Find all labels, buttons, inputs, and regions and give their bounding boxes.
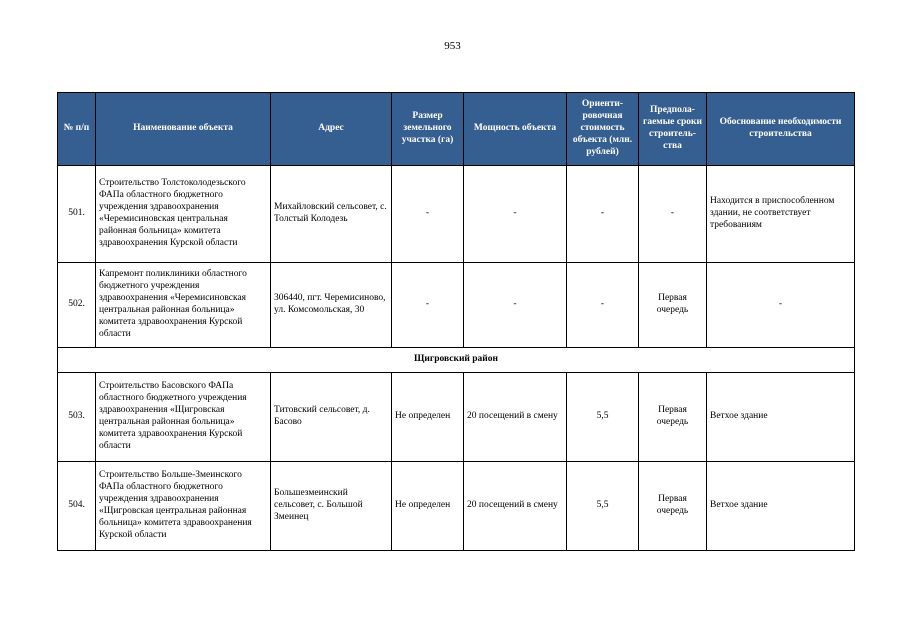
cell-name: Капремонт поликлиники областного бюджетного учреждения здравоохранения «Черемисиновская центральная районная больница» комитета здравоохранения Курской области — [96, 263, 271, 348]
cell-area: Не определен — [392, 462, 464, 551]
cell-term: Первая очередь — [639, 373, 707, 462]
header-cost: Ориенти-ровочная стоимость объекта (млн. рублей) — [567, 93, 639, 166]
cell-capacity: - — [464, 166, 567, 263]
page-number: 953 — [444, 40, 461, 52]
cell-reason: Находится в приспособленном здании, не соответствует требованиям — [707, 166, 855, 263]
cell-term: - — [639, 166, 707, 263]
cell-num: 502. — [58, 263, 96, 348]
header-name: Наименование объекта — [96, 93, 271, 166]
cell-cost: 5,5 — [567, 462, 639, 551]
cell-capacity: 20 посещений в смену — [464, 373, 567, 462]
cell-capacity: - — [464, 263, 567, 348]
cell-capacity: 20 посещений в смену — [464, 462, 567, 551]
cell-address: Титовский сельсовет, д. Басово — [271, 373, 392, 462]
cell-num: 504. — [58, 462, 96, 551]
header-term: Предпола-гаемые сроки строитель-ства — [639, 93, 707, 166]
cell-area: Не определен — [392, 373, 464, 462]
cell-num: 501. — [58, 166, 96, 263]
cell-address: Большезмеинский сельсовет, с. Большой Змеинец — [271, 462, 392, 551]
table-row — [58, 373, 855, 462]
cell-area: - — [392, 263, 464, 348]
cell-term: Первая очередь — [639, 263, 707, 348]
table-header-row — [58, 93, 855, 166]
cell-reason: Ветхое здание — [707, 462, 855, 551]
table-row — [58, 462, 855, 551]
cell-name: Строительство Басовского ФАПа областного бюджетного учреждения здравоохранения «Щигровская центральная районная больница» комитета здравоохранения Курской области — [96, 373, 271, 462]
cell-cost: - — [567, 166, 639, 263]
header-area: Размер земельного участка (га) — [392, 93, 464, 166]
cell-cost: 5,5 — [567, 373, 639, 462]
cell-reason: - — [707, 263, 855, 348]
header-address: Адрес — [271, 93, 392, 166]
section-row — [58, 348, 855, 373]
cell-num: 503. — [58, 373, 96, 462]
section-title: Щигровский район — [58, 348, 855, 373]
table-row — [58, 166, 855, 263]
cell-cost: - — [567, 263, 639, 348]
table-row — [58, 263, 855, 348]
header-reason: Обоснование необходимости строительства — [707, 93, 855, 166]
cell-address: Михайловский сельсовет, с. Толстый Колодезь — [271, 166, 392, 263]
cell-reason: Ветхое здание — [707, 373, 855, 462]
cell-address: 306440, пгт. Черемисиново, ул. Комсомольская, 30 — [271, 263, 392, 348]
cell-term: Первая очередь — [639, 462, 707, 551]
cell-area: - — [392, 166, 464, 263]
header-capacity: Мощность объекта — [464, 93, 567, 166]
header-num: № п/п — [58, 93, 96, 166]
cell-name: Строительство Толстоколодезьского ФАПа областного бюджетного учреждения здравоохранения «Черемисиновская центральная районная больница» комитета здравоохранения Курской области — [96, 166, 271, 263]
objects-table — [57, 92, 855, 551]
cell-name: Строительство Больше-Змеинского ФАПа областного бюджетного учреждения здравоохранения «Щигровская центральная районная больница» комитета здравоохранения Курской области — [96, 462, 271, 551]
